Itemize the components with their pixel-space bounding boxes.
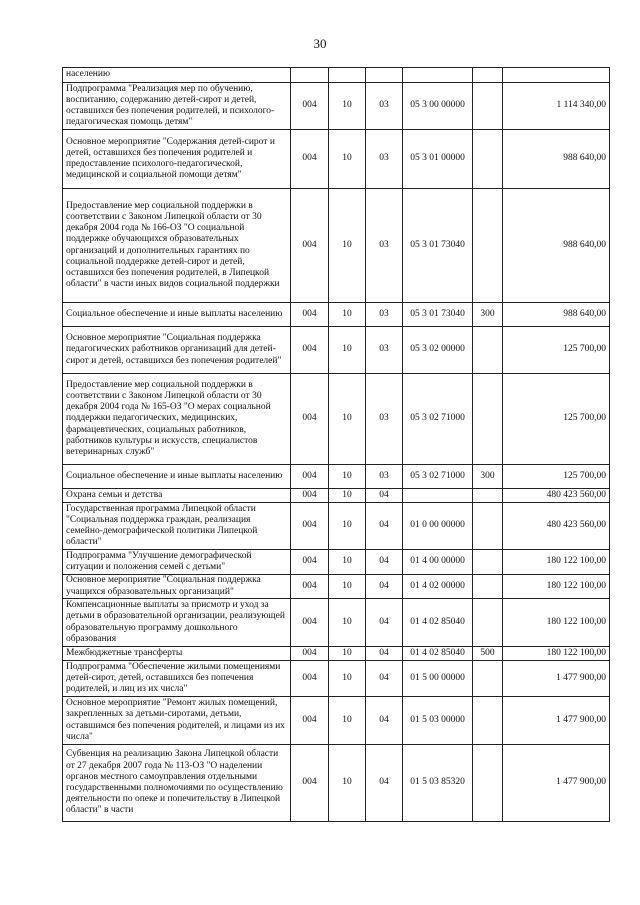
amount-cell: 125 700,00 <box>503 465 610 489</box>
row-name-cell: Основное мероприятие "Социальная поддержка педагогических работников организаций для детей-сирот и детей, оставшихся без попечения родителей" <box>63 327 291 374</box>
target-article-cell <box>403 489 473 503</box>
subsection-code-cell: 03 <box>366 327 403 374</box>
budget-table-body <box>63 68 610 822</box>
admin-code-cell: 004 <box>291 745 329 822</box>
target-article-cell: 05 3 01 73040 <box>403 303 473 327</box>
expense-type-cell <box>473 745 503 822</box>
admin-code-cell: 004 <box>291 550 329 575</box>
row-name-cell: Субвенция на реализацию Закона Липецкой области от 27 декабря 2007 года № 113-ОЗ "О наделении органов местного самоуправления отдельными государственными полномочиями по осуществлению деятельности по опеке и попечительству в Липецкой области" в части <box>63 745 291 822</box>
row-name-cell: Основное мероприятие "Социальная поддержка учащихся образовательных организаций" <box>63 575 291 599</box>
table-row <box>63 303 610 327</box>
row-name-cell: Подпрограмма "Реализация мер по обучению, воспитанию, содержанию детей-сирот и детей, оставшихся без попечения родителей, и психолого-педагогическая помощь детям" <box>63 83 291 130</box>
subsection-code-cell: 04 <box>366 745 403 822</box>
admin-code-cell: 004 <box>291 189 329 303</box>
expense-type-cell <box>473 697 503 745</box>
table-row <box>63 575 610 599</box>
row-name-cell: Предоставление мер социальной поддержки в соответствии с Законом Липецкой области от 30 декабря 2004 года № 166-ОЗ "О социальной поддержке обучающихся образовательных организаций и дополнительных гарантиях по социальной поддержке детей-сирот и детей, оставшихся без попечения родителей, в Липецкой области" в части иных видов социальной поддержки <box>63 189 291 303</box>
section-code-cell: 10 <box>329 465 366 489</box>
target-article-cell: 05 3 02 00000 <box>403 327 473 374</box>
row-name-cell: Основное мероприятие "Ремонт жилых помещений, закрепленных за детьми-сиротами, детьми, оставшимся без попечения родителей, и лицами из их числа" <box>63 697 291 745</box>
target-article-cell: 05 3 02 71000 <box>403 374 473 465</box>
page-number: 30 <box>313 36 327 51</box>
row-name-cell: Социальное обеспечение и иные выплаты населению <box>63 303 291 327</box>
amount-cell: 125 700,00 <box>503 327 610 374</box>
section-code-cell: 10 <box>329 697 366 745</box>
section-code-cell <box>329 68 366 83</box>
amount-cell: 1 477 900,00 <box>503 661 610 697</box>
row-name-cell: Предоставление мер социальной поддержки в соответствии с Законом Липецкой области от 30 декабря 2004 года № 165-ОЗ "О мерах социальной поддержки педагогических, медицинских, фармацевтических, социальных работников, работников культуры и искусств, специалистов ветеринарных служб" <box>63 374 291 465</box>
table-row <box>63 374 610 465</box>
admin-code-cell: 004 <box>291 83 329 130</box>
table-row <box>63 83 610 130</box>
table-row <box>63 465 610 489</box>
subsection-code-cell: 04 <box>366 575 403 599</box>
expense-type-cell <box>473 374 503 465</box>
target-article-cell: 05 3 01 00000 <box>403 130 473 189</box>
subsection-code-cell: 03 <box>366 130 403 189</box>
table-row <box>63 697 610 745</box>
target-article-cell: 05 3 01 73040 <box>403 189 473 303</box>
target-article-cell: 01 5 03 85320 <box>403 745 473 822</box>
section-code-cell: 10 <box>329 599 366 647</box>
amount-cell: 1 477 900,00 <box>503 697 610 745</box>
target-article-cell: 05 3 00 00000 <box>403 83 473 130</box>
subsection-code-cell: 04 <box>366 647 403 661</box>
target-article-cell: 01 4 02 85040 <box>403 599 473 647</box>
subsection-code-cell <box>366 68 403 83</box>
target-article-cell <box>403 68 473 83</box>
section-code-cell: 10 <box>329 550 366 575</box>
section-code-cell: 10 <box>329 327 366 374</box>
section-code-cell: 10 <box>329 303 366 327</box>
section-code-cell: 10 <box>329 489 366 503</box>
expense-type-cell: 500 <box>473 647 503 661</box>
table-row <box>63 745 610 822</box>
subsection-code-cell: 04 <box>366 599 403 647</box>
expense-type-cell <box>473 68 503 83</box>
section-code-cell: 10 <box>329 745 366 822</box>
subsection-code-cell: 04 <box>366 503 403 550</box>
expense-type-cell: 300 <box>473 465 503 489</box>
row-name-cell: Подпрограмма "Обеспечение жилыми помещениями детей-сирот, детей, оставшихся без попечения родителей, и лиц из их числа" <box>63 661 291 697</box>
expense-type-cell <box>473 550 503 575</box>
admin-code-cell: 004 <box>291 661 329 697</box>
table-row <box>63 503 610 550</box>
admin-code-cell: 004 <box>291 374 329 465</box>
admin-code-cell: 004 <box>291 465 329 489</box>
target-article-cell: 05 3 02 71000 <box>403 465 473 489</box>
target-article-cell: 01 0 00 00000 <box>403 503 473 550</box>
amount-cell: 988 640,00 <box>503 189 610 303</box>
expense-type-cell <box>473 327 503 374</box>
subsection-code-cell: 04 <box>366 489 403 503</box>
section-code-cell: 10 <box>329 374 366 465</box>
row-name-cell: Компенсационные выплаты за присмотр и уход за детьми в образовательной организации, реализующей образовательную программу дошкольного образования <box>63 599 291 647</box>
admin-code-cell: 004 <box>291 599 329 647</box>
subsection-code-cell: 03 <box>366 303 403 327</box>
row-name-cell: Основное мероприятие "Содержания детей-сирот и детей, оставшихся без попечения родителей и предоставление психолого-педагогической, медицинской и социальной помощи детям" <box>63 130 291 189</box>
row-name-cell: Государственная программа Липецкой области "Социальная поддержка граждан, реализация семейно-демографической политики Липецкой области" <box>63 503 291 550</box>
admin-code-cell: 004 <box>291 327 329 374</box>
amount-cell: 1 114 340,00 <box>503 83 610 130</box>
subsection-code-cell: 04 <box>366 661 403 697</box>
section-code-cell: 10 <box>329 575 366 599</box>
row-name-cell: населению <box>63 68 291 83</box>
row-name-cell: Социальное обеспечение и иные выплаты населению <box>63 465 291 489</box>
target-article-cell: 01 4 02 00000 <box>403 575 473 599</box>
table-row <box>63 189 610 303</box>
subsection-code-cell: 03 <box>366 83 403 130</box>
admin-code-cell <box>291 68 329 83</box>
expense-type-cell <box>473 503 503 550</box>
table-row <box>63 327 610 374</box>
amount-cell: 180 122 100,00 <box>503 647 610 661</box>
admin-code-cell: 004 <box>291 489 329 503</box>
row-name-cell: Охрана семьи и детства <box>63 489 291 503</box>
target-article-cell: 01 5 00 00000 <box>403 661 473 697</box>
expense-type-cell <box>473 130 503 189</box>
section-code-cell: 10 <box>329 661 366 697</box>
expense-type-cell <box>473 599 503 647</box>
table-row <box>63 647 610 661</box>
amount-cell: 988 640,00 <box>503 303 610 327</box>
subsection-code-cell: 04 <box>366 550 403 575</box>
subsection-code-cell: 04 <box>366 697 403 745</box>
amount-cell: 1 477 900,00 <box>503 745 610 822</box>
table-row <box>63 489 610 503</box>
admin-code-cell: 004 <box>291 647 329 661</box>
expense-type-cell <box>473 489 503 503</box>
admin-code-cell: 004 <box>291 503 329 550</box>
admin-code-cell: 004 <box>291 697 329 745</box>
budget-table <box>62 67 610 822</box>
admin-code-cell: 004 <box>291 303 329 327</box>
subsection-code-cell: 03 <box>366 189 403 303</box>
subsection-code-cell: 03 <box>366 465 403 489</box>
amount-cell <box>503 68 610 83</box>
amount-cell: 180 122 100,00 <box>503 599 610 647</box>
amount-cell: 480 423 560,00 <box>503 503 610 550</box>
expense-type-cell: 300 <box>473 303 503 327</box>
expense-type-cell <box>473 575 503 599</box>
table-row <box>63 661 610 697</box>
expense-type-cell <box>473 661 503 697</box>
section-code-cell: 10 <box>329 647 366 661</box>
target-article-cell: 01 4 02 85040 <box>403 647 473 661</box>
target-article-cell: 01 4 00 00000 <box>403 550 473 575</box>
subsection-code-cell: 03 <box>366 374 403 465</box>
section-code-cell: 10 <box>329 83 366 130</box>
table-row <box>63 599 610 647</box>
amount-cell: 180 122 100,00 <box>503 575 610 599</box>
expense-type-cell <box>473 189 503 303</box>
expense-type-cell <box>473 83 503 130</box>
amount-cell: 480 423 560,00 <box>503 489 610 503</box>
section-code-cell: 10 <box>329 130 366 189</box>
section-code-cell: 10 <box>329 189 366 303</box>
target-article-cell: 01 5 03 00000 <box>403 697 473 745</box>
amount-cell: 180 122 100,00 <box>503 550 610 575</box>
amount-cell: 125 700,00 <box>503 374 610 465</box>
amount-cell: 988 640,00 <box>503 130 610 189</box>
table-row <box>63 550 610 575</box>
row-name-cell: Подпрограмма "Улучшение демографической ситуации и положения семей с детьми" <box>63 550 291 575</box>
row-name-cell: Межбюджетные трансферты <box>63 647 291 661</box>
admin-code-cell: 004 <box>291 130 329 189</box>
table-row <box>63 68 610 83</box>
table-row <box>63 130 610 189</box>
admin-code-cell: 004 <box>291 575 329 599</box>
section-code-cell: 10 <box>329 503 366 550</box>
